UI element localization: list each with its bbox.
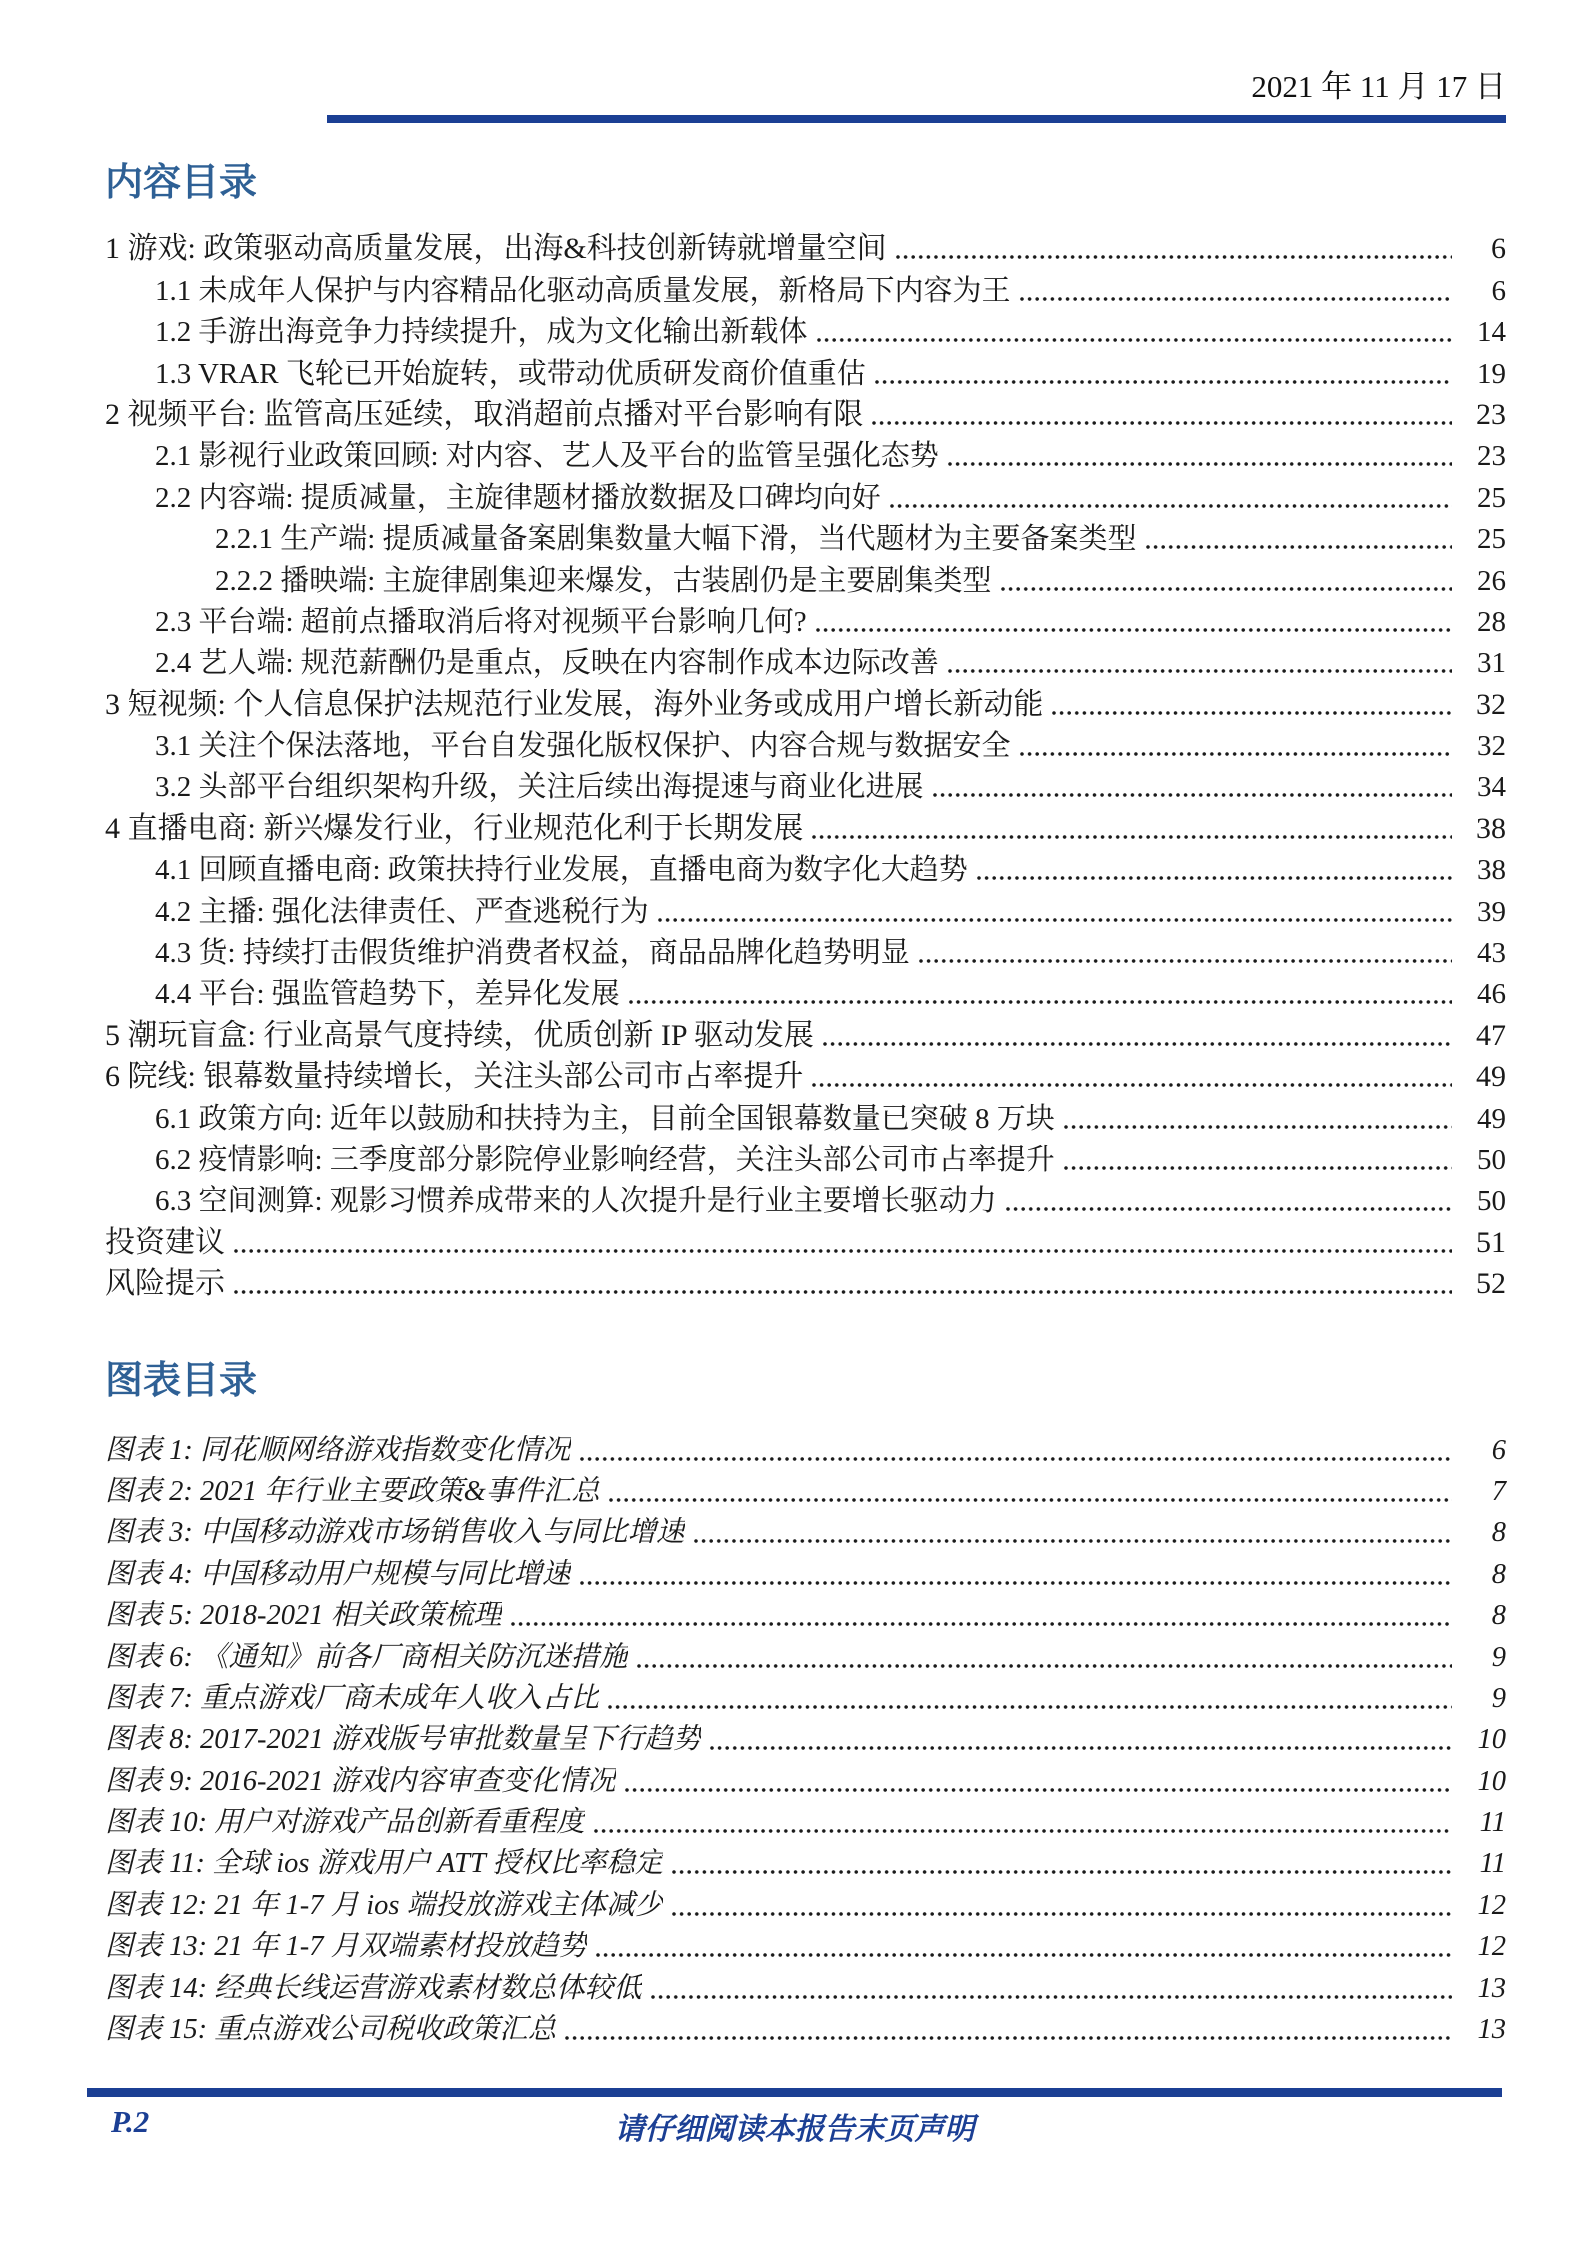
dot-leader [629, 1000, 1452, 1004]
toc-entry[interactable] [105, 804, 1506, 845]
dot-leader [625, 1788, 1452, 1792]
toc-entry[interactable] [105, 1053, 1506, 1094]
toc-entry-page: 23 [1476, 397, 1506, 431]
toc-entry-label: 风险提示 [105, 1267, 225, 1301]
toc-entry-page: 49 [1476, 1060, 1506, 1094]
toc-entry-page: 32 [1476, 687, 1506, 721]
figure-entry[interactable] [105, 1592, 1506, 1633]
dot-leader [875, 380, 1452, 384]
figures-list [105, 1426, 1506, 2047]
toc-entry-label: 投资建议 [105, 1225, 225, 1259]
toc-entry[interactable] [105, 473, 1506, 514]
toc-entry[interactable] [105, 1177, 1506, 1218]
dot-leader [658, 918, 1452, 922]
dot-leader [710, 1746, 1452, 1750]
dot-leader [1020, 752, 1452, 756]
toc-title: 内容目录 [105, 162, 258, 204]
toc-entry[interactable] [105, 1011, 1506, 1052]
toc-entry-page: 38 [1477, 854, 1506, 887]
figure-entry[interactable] [105, 1509, 1506, 1550]
toc-entry-label: 4 直播电商: 新兴爆发行业，行业规范化利于长期发展 [105, 811, 804, 845]
footer-row [87, 2104, 1502, 2148]
dot-leader [1146, 545, 1452, 549]
figure-entry[interactable] [105, 1881, 1506, 1922]
dot-leader [817, 338, 1452, 342]
toc-entry-label: 3.2 头部平台组织架构升级，关注后续出海提速与商业化进展 [155, 771, 924, 804]
dot-leader [580, 1581, 1453, 1585]
dot-leader [812, 835, 1452, 839]
footer-disclaimer: 请仔细阅读本报告末页声明 [614, 2113, 975, 2146]
toc-entry-label: 2.4 艺人端: 规范薪酬仍是重点，反映在内容制作成本边际改善 [155, 647, 939, 680]
figure-entry[interactable] [105, 1468, 1506, 1509]
figure-entry-label: 图表 9: 2016-2021 游戏内容审查变化情况 [105, 1765, 616, 1797]
figure-entry-label: 图表 1: 同花顺网络游戏指数变化情况 [105, 1434, 571, 1466]
figure-entry-page: 9 [1491, 1641, 1506, 1673]
figure-entry[interactable] [105, 1757, 1506, 1798]
dot-leader [1052, 711, 1452, 715]
figure-entry[interactable] [105, 1550, 1506, 1591]
toc-entry-page: 43 [1477, 937, 1506, 970]
figure-entry-page: 10 [1477, 1724, 1506, 1756]
figure-entry-page: 6 [1491, 1434, 1506, 1466]
figure-entry-page: 12 [1477, 1889, 1506, 1921]
dot-leader [234, 1249, 1452, 1253]
toc-entry-page: 52 [1476, 1267, 1506, 1301]
toc-entry-label: 1.1 未成年人保护与内容精品化驱动高质量发展，新格局下内容为王 [155, 274, 1011, 307]
figure-entry-page: 12 [1477, 1931, 1506, 1963]
figures-title: 图表目录 [105, 1360, 258, 1403]
toc-entry-page: 50 [1477, 1143, 1506, 1176]
toc-entry[interactable] [105, 1260, 1506, 1301]
toc-entry-page: 32 [1477, 730, 1506, 763]
dot-leader [608, 1705, 1452, 1709]
figure-entry[interactable] [105, 1964, 1506, 2005]
figure-entry-page: 9 [1491, 1682, 1506, 1714]
figure-entry[interactable] [105, 1923, 1506, 1964]
dot-leader [890, 504, 1452, 508]
dot-leader [812, 1083, 1452, 1087]
toc-entry-page: 26 [1477, 564, 1506, 597]
toc-entry-page: 6 [1491, 274, 1506, 307]
dot-leader [1001, 587, 1452, 591]
figure-entry-page: 11 [1479, 1807, 1506, 1839]
toc-entry-page: 23 [1477, 440, 1506, 473]
toc-entry-label: 6.1 政策方向: 近年以鼓励和扶持为主，目前全国银幕数量已突破 8 万块 [155, 1102, 1055, 1135]
toc-entry[interactable] [105, 515, 1506, 556]
toc-entry-page: 49 [1477, 1102, 1506, 1135]
toc-entry-label: 4.1 回顾直播电商: 政策扶持行业发展，直播电商为数字化大趋势 [155, 854, 968, 887]
figure-entry-page: 7 [1491, 1475, 1506, 1507]
dot-leader [565, 2036, 1452, 2040]
header-divider [327, 115, 1506, 123]
dot-leader [637, 1664, 1453, 1668]
toc-entry-page: 28 [1477, 605, 1506, 638]
toc-entry-label: 2.2 内容端: 提质减量，主旋律题材播放数据及口碑均向好 [155, 481, 881, 514]
figure-entry[interactable] [105, 1633, 1506, 1674]
toc-entry-page: 25 [1477, 481, 1506, 514]
toc-entry-label: 6 院线: 银幕数量持续增长，关注头部公司市占率提升 [105, 1060, 804, 1094]
figure-entry-label: 图表 7: 重点游戏厂商未成年人收入占比 [105, 1682, 599, 1714]
toc-entry-page: 47 [1476, 1018, 1506, 1052]
toc-entry-page: 6 [1491, 232, 1506, 266]
toc-entry[interactable] [105, 763, 1506, 804]
toc-entry-label: 3 短视频: 个人信息保护法规范行业发展，海外业务或成用户增长新动能 [105, 687, 1044, 721]
toc-entry[interactable] [105, 970, 1506, 1011]
figure-entry-label: 图表 13: 21 年 1-7 月双端素材投放趋势 [105, 1931, 588, 1963]
toc-entry[interactable] [105, 266, 1506, 307]
dot-leader [672, 1912, 1452, 1916]
toc-entry[interactable] [105, 556, 1506, 597]
dot-leader [823, 1042, 1452, 1046]
toc-entry[interactable] [105, 391, 1506, 432]
toc-entry-label: 1 游戏: 政策驱动高质量发展，出海&科技创新铸就增量空间 [105, 232, 887, 266]
figure-entry[interactable] [105, 1716, 1506, 1757]
toc-entry-page: 31 [1477, 647, 1506, 680]
toc-entry[interactable] [105, 1218, 1506, 1259]
dot-leader [594, 1829, 1452, 1833]
figure-entry-label: 图表 5: 2018-2021 相关政策梳理 [105, 1600, 502, 1632]
figure-entry-label: 图表 14: 经典长线运营游戏素材数总体较低 [105, 1972, 642, 2004]
dot-leader [816, 628, 1452, 632]
toc-entry[interactable] [105, 680, 1506, 721]
report-date: 2021 年 11 月 17 日 [1251, 69, 1506, 104]
toc-entry-label: 3.1 关注个保法落地，平台自发强化版权保护、内容合规与数据安全 [155, 730, 1011, 763]
dot-leader [694, 1539, 1453, 1543]
toc-entry[interactable] [105, 1136, 1506, 1177]
figure-entry[interactable] [105, 2006, 1506, 2047]
dot-leader [948, 669, 1452, 673]
toc-entry-page: 39 [1477, 895, 1506, 928]
dot-leader [1064, 1166, 1452, 1170]
toc-entry-page: 19 [1477, 357, 1506, 390]
dot-leader [672, 1870, 1452, 1874]
dot-leader [919, 959, 1452, 963]
dot-leader [872, 421, 1452, 425]
dot-leader [933, 793, 1452, 797]
figure-entry-page: 11 [1479, 1848, 1506, 1880]
toc-entry[interactable] [105, 887, 1506, 928]
toc-entry[interactable] [105, 639, 1506, 680]
toc-entry-label: 4.4 平台: 强监管趋势下，差异化发展 [155, 978, 620, 1011]
toc-entry[interactable] [105, 1094, 1506, 1135]
dot-leader [1020, 297, 1452, 301]
toc-entry-label: 1.3 VRAR 飞轮已开始旋转，或带动优质研发商价值重估 [155, 357, 866, 390]
toc-entry[interactable] [105, 846, 1506, 887]
dot-leader [580, 1457, 1453, 1461]
toc-entry-label: 6.2 疫情影响: 三季度部分影院停业影响经营，关注头部公司市占率提升 [155, 1143, 1055, 1176]
figure-entry[interactable] [105, 1840, 1506, 1881]
figure-entry-page: 10 [1477, 1765, 1506, 1797]
figure-entry-page: 13 [1477, 2014, 1506, 2046]
page-number: P.2 [111, 2104, 150, 2139]
toc-entry-label: 2.2.2 播映端: 主旋律剧集迎来爆发，古装剧仍是主要剧集类型 [215, 564, 992, 597]
toc-entry-label: 5 潮玩盲盒: 行业高景气度持续，优质创新 IP 驱动发展 [105, 1018, 814, 1052]
toc-entry-page: 46 [1477, 978, 1506, 1011]
figure-entry-label: 图表 3: 中国移动游戏市场销售收入与同比增速 [105, 1517, 685, 1549]
figure-entry-label: 图表 10: 用户对游戏产品创新看重程度 [105, 1807, 585, 1839]
dot-leader [1064, 1125, 1452, 1129]
dot-leader [609, 1498, 1452, 1502]
toc-entry-label: 2 视频平台: 监管高压延续，取消超前点播对平台影响有限 [105, 397, 864, 431]
toc-entry-page: 25 [1477, 523, 1506, 556]
dot-leader [896, 255, 1452, 259]
toc-entry-page: 14 [1477, 316, 1506, 349]
toc-entry-page: 50 [1477, 1185, 1506, 1218]
toc-entry[interactable] [105, 598, 1506, 639]
toc-entry[interactable] [105, 349, 1506, 390]
toc-entry-label: 1.2 手游出海竞争力持续提升，成为文化输出新载体 [155, 316, 808, 349]
dot-leader [1006, 1207, 1452, 1211]
figure-entry-page: 8 [1491, 1600, 1506, 1632]
dot-leader [977, 876, 1452, 880]
toc-entry[interactable] [105, 432, 1506, 473]
toc-entry-page: 51 [1476, 1225, 1506, 1259]
page-footer [87, 2088, 1502, 2148]
figure-entry-label: 图表 15: 重点游戏公司税收政策汇总 [105, 2014, 557, 2046]
toc-entry-page: 34 [1477, 771, 1506, 804]
figure-entry-label: 图表 11: 全球 ios 游戏用户 ATT 授权比率稳定 [105, 1848, 664, 1880]
toc-entry-label: 6.3 空间测算: 观影习惯养成带来的人次提升是行业主要增长驱动力 [155, 1185, 997, 1218]
figure-entry-label: 图表 12: 21 年 1-7 月 ios 端投放游戏主体减少 [105, 1889, 664, 1921]
toc-entry-label: 2.2.1 生产端: 提质减量备案剧集数量大幅下滑，当代题材为主要备案类型 [215, 523, 1137, 556]
figure-entry-label: 图表 4: 中国移动用户规模与同比增速 [105, 1558, 571, 1590]
figure-entry-label: 图表 6: 《通知》前各厂商相关防沉迷措施 [105, 1641, 628, 1673]
toc-entry-label: 4.2 主播: 强化法律责任、严查逃税行为 [155, 895, 649, 928]
figure-entry-label: 图表 8: 2017-2021 游戏版号审批数量呈下行趋势 [105, 1724, 702, 1756]
dot-leader [948, 462, 1452, 466]
toc-entry-label: 2.3 平台端: 超前点播取消后将对视频平台影响几何? [155, 605, 807, 638]
toc-entry[interactable] [105, 722, 1506, 763]
dot-leader [234, 1290, 1452, 1294]
figure-entry[interactable] [105, 1675, 1506, 1716]
figure-entry-label: 图表 2: 2021 年行业主要政策&事件汇总 [105, 1475, 600, 1507]
toc-entry-label: 2.1 影视行业政策回顾: 对内容、艺人及平台的监管呈强化态势 [155, 440, 939, 473]
toc-entry[interactable] [105, 929, 1506, 970]
toc-entry[interactable] [105, 308, 1506, 349]
footer-divider [87, 2088, 1502, 2097]
figure-entry-page: 13 [1477, 1972, 1506, 2004]
dot-leader [511, 1622, 1452, 1626]
figure-entry-page: 8 [1491, 1517, 1506, 1549]
figure-entry[interactable] [105, 1799, 1506, 1840]
toc-list [105, 225, 1506, 1301]
dot-leader [651, 1995, 1452, 1999]
toc-entry[interactable] [105, 225, 1506, 266]
figure-entry[interactable] [105, 1426, 1506, 1467]
toc-entry-label: 4.3 货: 持续打击假货维护消费者权益，商品品牌化趋势明显 [155, 937, 910, 970]
toc-entry-page: 38 [1476, 811, 1506, 845]
figure-entry-page: 8 [1491, 1558, 1506, 1590]
dot-leader [596, 1953, 1452, 1957]
